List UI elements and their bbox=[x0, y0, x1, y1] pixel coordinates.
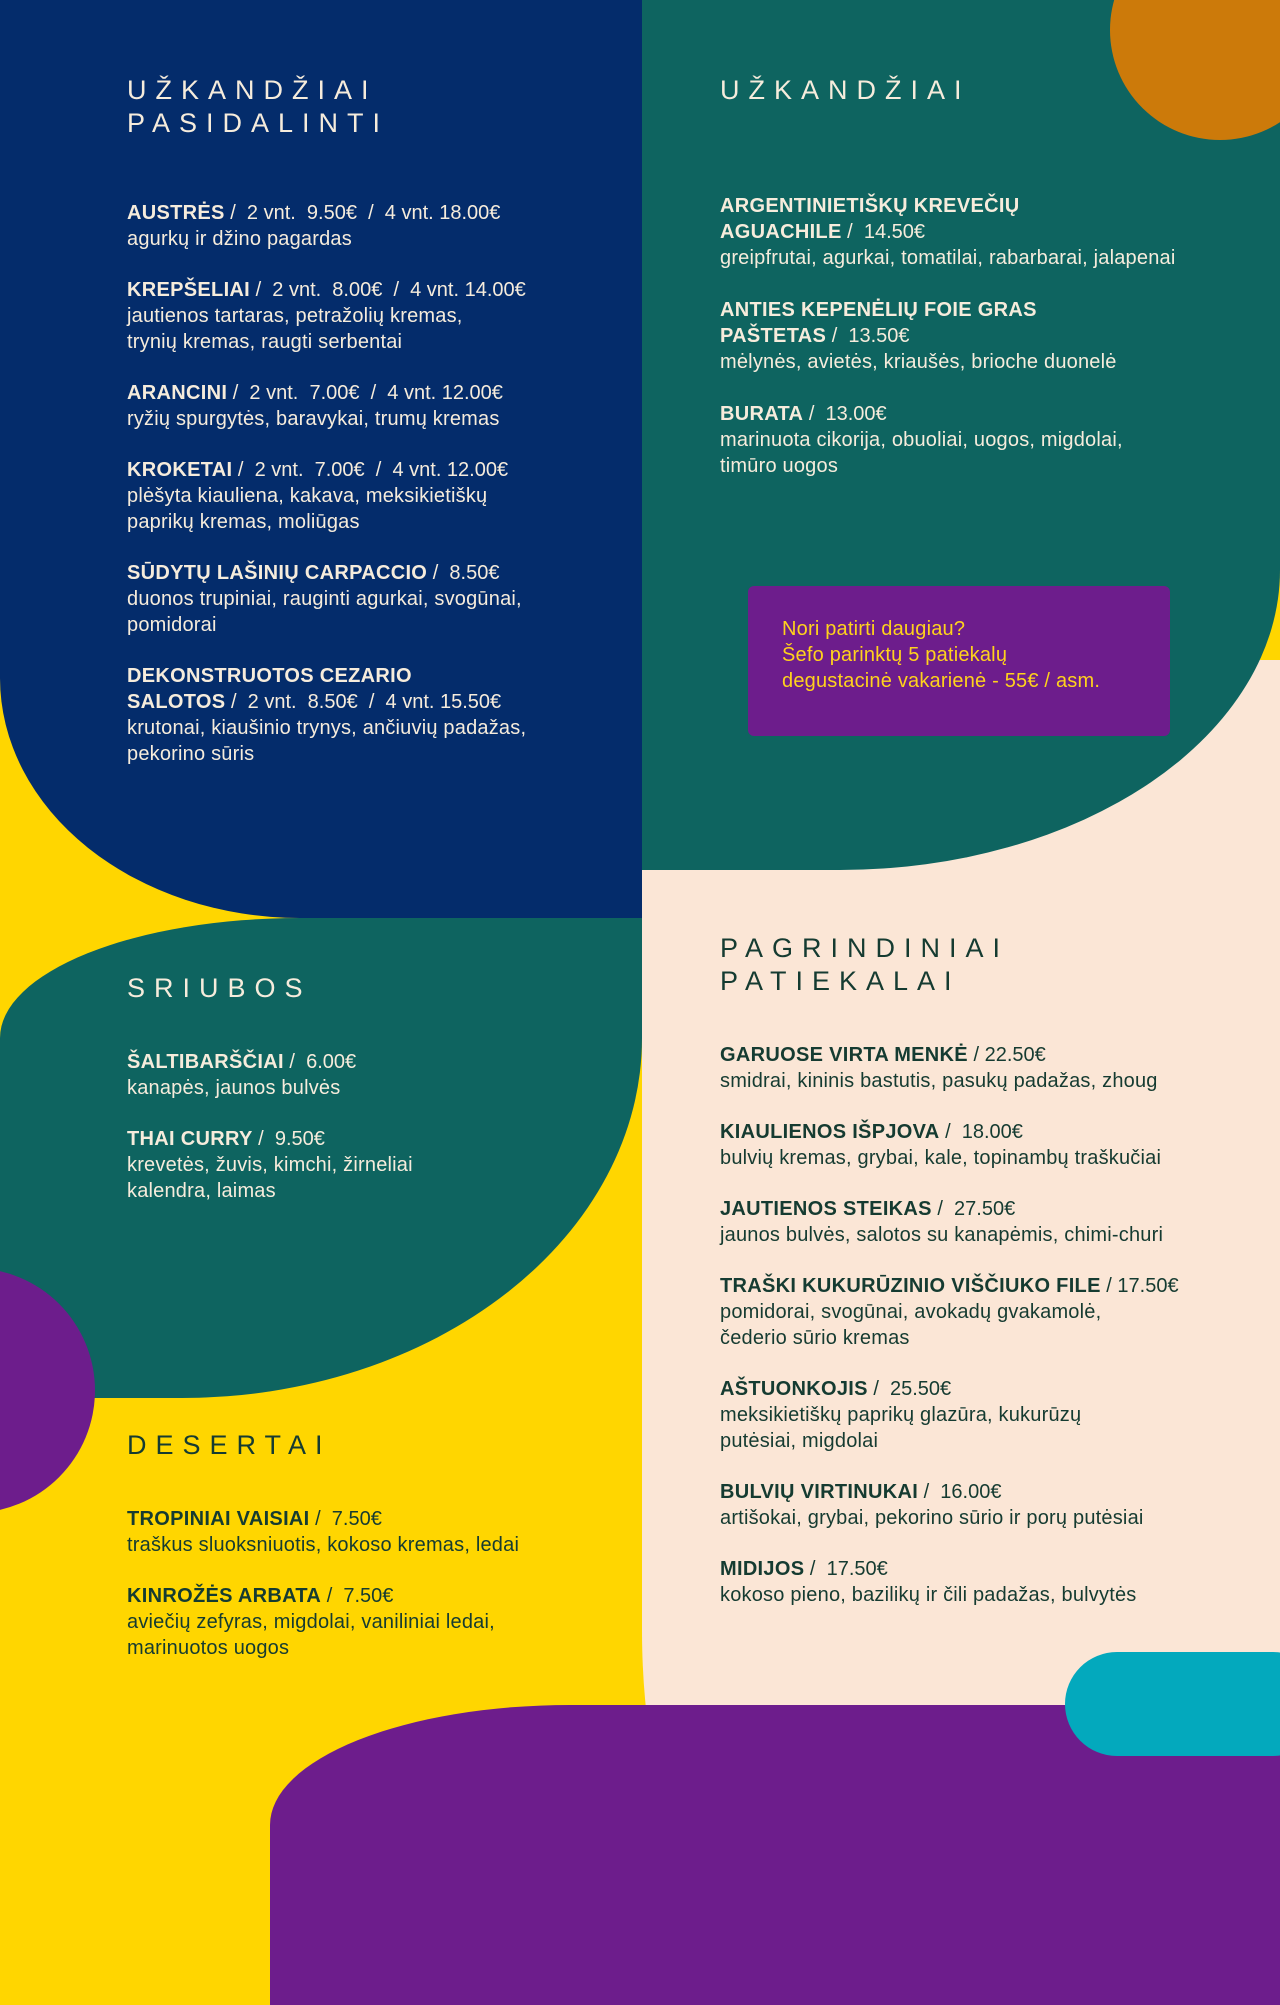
menu-item-header bbox=[720, 401, 1260, 427]
menu-item-name: BURATA bbox=[720, 403, 804, 425]
tasting-offer-line: degustacinė vakarienė - 55€ / asm. bbox=[782, 670, 1101, 692]
menu-item bbox=[127, 277, 627, 355]
menu-item-header bbox=[127, 560, 627, 586]
menu-item-price: / 9.50€ bbox=[258, 1128, 325, 1150]
cyan-pill-decoration bbox=[1065, 1652, 1280, 1756]
menu-item bbox=[720, 1042, 1260, 1094]
section-title: DESERTAI bbox=[127, 1430, 332, 1460]
section-title: SRIUBOS bbox=[127, 973, 312, 1003]
menu-item-description: krevetės, žuvis, kimchi, žirneliai bbox=[127, 1154, 413, 1176]
menu-item-description: pomidorai bbox=[127, 614, 217, 636]
menu-item-description: agurkų ir džino pagardas bbox=[127, 228, 352, 250]
menu-item-header bbox=[720, 1376, 1260, 1402]
menu-item-description: plėšyta kiauliena, kakava, meksikietiškų bbox=[127, 485, 488, 507]
menu-item bbox=[127, 1506, 627, 1558]
menu-item-name: SŪDYTŲ LAŠINIŲ CARPACCIO bbox=[127, 562, 428, 584]
menu-item-price: / 17.50€ bbox=[1106, 1275, 1179, 1297]
menu-item-price: / 8.50€ bbox=[432, 562, 500, 584]
menu-item bbox=[127, 1126, 627, 1204]
menu-item-header bbox=[720, 1196, 1260, 1222]
menu-item-name: AUSTRĖS bbox=[127, 202, 225, 224]
menu-item bbox=[720, 1479, 1260, 1531]
menu-item-description: timūro uogos bbox=[720, 455, 839, 477]
menu-item-header bbox=[127, 1126, 627, 1152]
menu-item-name: BULVIŲ VIRTINUKAI bbox=[720, 1481, 919, 1503]
menu-item-price: / 27.50€ bbox=[937, 1198, 1016, 1220]
menu-item bbox=[127, 1049, 627, 1101]
menu-item-name: MIDIJOS bbox=[720, 1558, 805, 1580]
menu-item-price: / 17.50€ bbox=[809, 1558, 888, 1580]
menu-item-description: putėsiai, migdolai bbox=[720, 1430, 879, 1452]
menu-item bbox=[127, 560, 627, 638]
menu-item-name: GARUOSE VIRTA MENKĖ bbox=[720, 1044, 968, 1066]
menu-item-header bbox=[720, 1119, 1260, 1145]
section-title: UŽKANDŽIAI PASIDALINTI bbox=[127, 75, 390, 138]
menu-item-name: DEKONSTRUOTOS CEZARIO SALOTOS bbox=[127, 665, 412, 713]
menu-item-description: smidrai, kininis bastutis, pasukų padažas, zhoug bbox=[720, 1070, 1158, 1092]
menu-item-price: / 22.50€ bbox=[973, 1044, 1046, 1066]
menu-item-description: krutonai, kiaušinio trynys, ančiuvių padažas, bbox=[127, 717, 527, 739]
menu-item-header bbox=[720, 1273, 1260, 1299]
menu-item-header bbox=[720, 297, 1260, 349]
menu-item-description: artišokai, grybai, pekorino sūrio ir porų putėsiai bbox=[720, 1507, 1144, 1529]
menu-item-price: / 6.00€ bbox=[289, 1051, 357, 1073]
menu-item bbox=[127, 663, 627, 767]
menu-item-header bbox=[127, 663, 627, 715]
menu-item-name: THAI CURRY bbox=[127, 1128, 253, 1150]
menu-item-header bbox=[127, 1583, 627, 1609]
section-title: PAGRINDINIAI PATIEKALAI bbox=[720, 933, 1010, 996]
menu-item-description: trynių kremas, raugti serbentai bbox=[127, 331, 403, 353]
tasting-offer-line: Šefo parinktų 5 patiekalų bbox=[782, 644, 1008, 666]
menu-item-description: čederio sūrio kremas bbox=[720, 1327, 910, 1349]
menu-item-name: KIAULIENOS IŠPJOVA bbox=[720, 1121, 940, 1143]
mains-section bbox=[720, 932, 1260, 1608]
menu-item-name: ARGENTINIETIŠKŲ KREVEČIŲ AGUACHILE bbox=[720, 195, 1020, 243]
menu-item-description: aviečių zefyras, migdolai, vaniliniai ledai, bbox=[127, 1611, 495, 1633]
menu-item-price: / 25.50€ bbox=[873, 1378, 952, 1400]
menu-item-description: ryžių spurgytės, baravykai, trumų kremas bbox=[127, 408, 500, 430]
menu-item-name: KREPŠELIAI bbox=[127, 279, 251, 301]
menu-item bbox=[720, 193, 1260, 271]
menu-item-name: TRAŠKI KUKURŪZINIO VIŠČIUKO FILE bbox=[720, 1275, 1101, 1297]
menu-item bbox=[127, 200, 627, 252]
menu-item-name: ARANCINI bbox=[127, 382, 228, 404]
menu-item-price: / 2 vnt. 8.50€ / 4 vnt. 15.50€ bbox=[230, 691, 502, 713]
soups-section bbox=[127, 972, 627, 1204]
menu-item-price: / 16.00€ bbox=[923, 1481, 1002, 1503]
menu-item-header bbox=[127, 457, 627, 483]
menu-item-description: marinuota cikorija, obuoliai, uogos, migdolai, bbox=[720, 429, 1123, 451]
menu-item-header bbox=[720, 1479, 1260, 1505]
starters-section bbox=[720, 74, 1260, 479]
menu-item-price: / 14.50€ bbox=[847, 221, 925, 243]
menu-item-description: kokoso pieno, bazilikų ir čili padažas, bulvytės bbox=[720, 1584, 1137, 1606]
menu-item-description: meksikietiškų paprikų glazūra, kukurūzų bbox=[720, 1404, 1082, 1426]
menu-item-description: mėlynės, avietės, kriaušės, brioche duonelė bbox=[720, 351, 1117, 373]
menu-item-header bbox=[127, 277, 627, 303]
menu-item bbox=[720, 1196, 1260, 1248]
menu-item-description: traškus sluoksniuotis, kokoso kremas, ledai bbox=[127, 1534, 520, 1556]
menu-item bbox=[720, 1273, 1260, 1351]
menu-item bbox=[720, 1376, 1260, 1454]
menu-item-name: ŠALTIBARŠČIAI bbox=[127, 1051, 284, 1073]
menu-item-description: jautienos tartaras, petražolių kremas, bbox=[127, 305, 463, 327]
menu-item-header bbox=[720, 1556, 1260, 1582]
menu-item-name: ANTIES KEPENĖLIŲ FOIE GRAS PAŠTETAS bbox=[720, 299, 1037, 347]
menu-item-description: pekorino sūris bbox=[127, 743, 255, 765]
menu-item-price: / 2 vnt. 8.00€ / 4 vnt. 14.00€ bbox=[255, 279, 526, 301]
menu-item-header bbox=[720, 1042, 1260, 1068]
menu-item-description: kalendra, laimas bbox=[127, 1180, 276, 1202]
menu-item-name: TROPINIAI VAISIAI bbox=[127, 1508, 310, 1530]
menu-item-description: greipfrutai, agurkai, tomatilai, rabarbarai, jalapenai bbox=[720, 247, 1176, 269]
menu-item bbox=[720, 297, 1260, 375]
menu-item bbox=[720, 401, 1260, 479]
menu-item-price: / 13.50€ bbox=[831, 325, 910, 347]
menu-item bbox=[720, 1556, 1260, 1608]
desserts-section bbox=[127, 1429, 627, 1661]
menu-item-price: / 7.50€ bbox=[326, 1585, 394, 1607]
menu-item-price: / 2 vnt. 9.50€ / 4 vnt. 18.00€ bbox=[230, 202, 501, 224]
menu-item-name: KINROŽĖS ARBATA bbox=[127, 1585, 322, 1607]
menu-item-header bbox=[127, 1506, 627, 1532]
menu-item-description: jaunos bulvės, salotos su kanapėmis, chimi-churi bbox=[720, 1224, 1164, 1246]
menu-item-description: paprikų kremas, moliūgas bbox=[127, 511, 360, 533]
menu-item-description: pomidorai, svogūnai, avokadų gvakamolė, bbox=[720, 1301, 1102, 1323]
menu-item bbox=[127, 1583, 627, 1661]
menu-item bbox=[127, 457, 627, 535]
tasting-offer-box bbox=[748, 586, 1170, 736]
menu-item-header bbox=[127, 200, 627, 226]
menu-item-header bbox=[127, 1049, 627, 1075]
menu-item-description: duonos trupiniai, rauginti agurkai, svogūnai, bbox=[127, 588, 522, 610]
menu-item-price: / 18.00€ bbox=[945, 1121, 1023, 1143]
menu-item-header bbox=[127, 380, 627, 406]
menu-item-price: / 13.00€ bbox=[808, 403, 887, 425]
menu-item-name: AŠTUONKOJIS bbox=[720, 1378, 868, 1400]
shared-starters-section bbox=[127, 74, 627, 767]
menu-item-name: JAUTIENOS STEIKAS bbox=[720, 1198, 932, 1220]
menu-item-header bbox=[720, 193, 1260, 245]
menu-item-description: kanapės, jaunos bulvės bbox=[127, 1077, 341, 1099]
menu-item-name: KROKETAI bbox=[127, 459, 233, 481]
menu-item-description: bulvių kremas, grybai, kale, topinambų traškučiai bbox=[720, 1147, 1162, 1169]
section-title: UŽKANDŽIAI bbox=[720, 75, 971, 105]
menu-item-price: / 2 vnt. 7.00€ / 4 vnt. 12.00€ bbox=[237, 459, 509, 481]
menu-item-price: / 2 vnt. 7.00€ / 4 vnt. 12.00€ bbox=[232, 382, 503, 404]
menu-item-description: marinuotos uogos bbox=[127, 1637, 290, 1659]
menu-item bbox=[127, 380, 627, 432]
menu-item-price: / 7.50€ bbox=[315, 1508, 382, 1530]
menu-item bbox=[720, 1119, 1260, 1171]
tasting-offer-line: Nori patirti daugiau? bbox=[782, 618, 966, 640]
